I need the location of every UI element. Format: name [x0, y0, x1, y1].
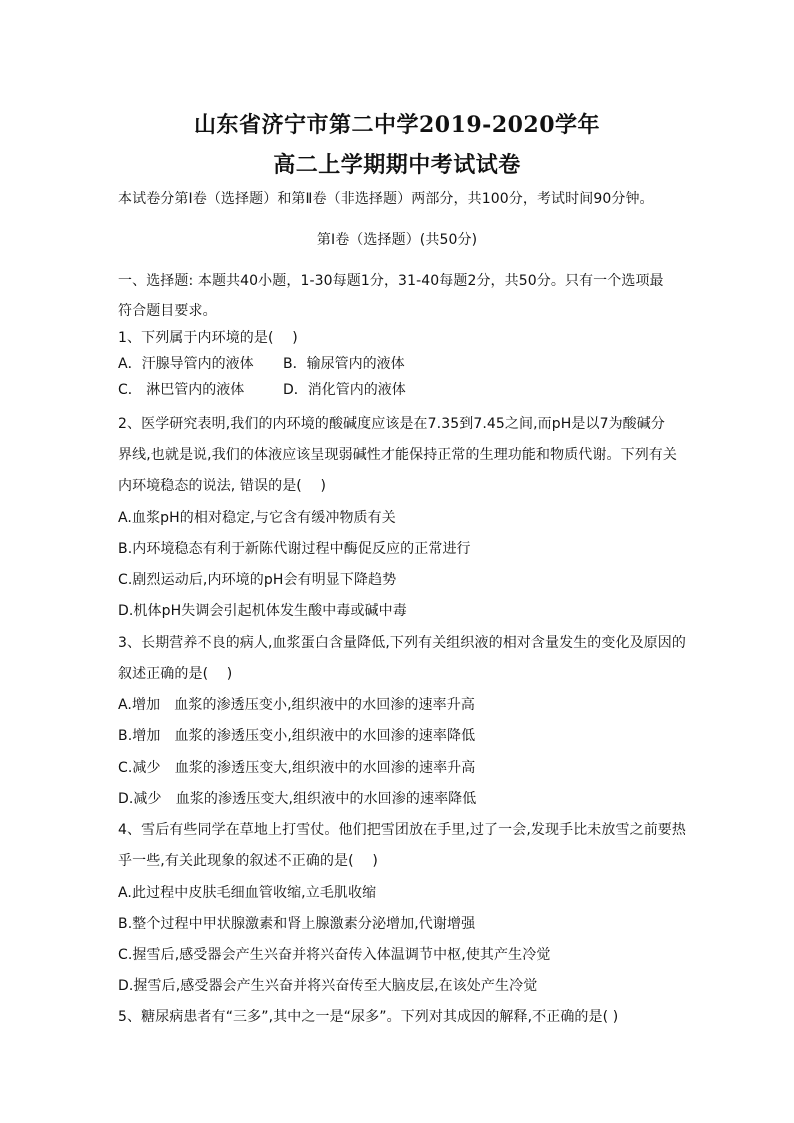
question-2-stem-line2: 界线,也就是说,我们的体液应该呈现弱碱性才能保持正常的生理功能和物质代谢。下列有关 — [118, 447, 677, 463]
question-4-option-c: C.握雪后,感受器会产生兴奋并将兴奋传入体温调节中枢,使其产生冷觉 — [118, 947, 551, 963]
question-4-option-d: D.握雪后,感受器会产生兴奋并将兴奋传至大脑皮层,在该处产生冷觉 — [118, 978, 538, 994]
question-2-stem-line3: 内环境稳态的说法, 错误的是( ) — [118, 478, 327, 494]
question-4-stem-line2: 乎一些,有关此现象的叙述不正确的是( ) — [118, 853, 378, 869]
question-1-option-a: A．汗腺导管内的液体 — [118, 356, 254, 372]
exam-title-line2: 高二上学期期中考试试卷 — [273, 152, 521, 178]
question-1-stem: 1、下列属于内环境的是( ) — [118, 330, 298, 346]
question-4-option-a: A.此过程中皮肤毛细血管收缩,立毛肌收缩 — [118, 885, 377, 901]
question-1-options-row1 — [118, 353, 405, 373]
question-3-option-a: A.增加 血浆的渗透压变小,组织液中的水回渗的速率升高 — [118, 697, 475, 713]
question-5-stem: 5、糖尿病患者有“三多”,其中之一是“尿多”。下列对其成因的解释,不正确的是( ) — [118, 1009, 619, 1025]
question-1-options-row2 — [118, 379, 406, 399]
question-3-stem-line1: 3、长期营养不良的病人,血浆蛋白含量降低,下列有关组织液的相对含量发生的变化及原因的 — [118, 635, 687, 651]
question-4-stem-line1: 4、雪后有些同学在草地上打雪仗。他们把雪团放在手里,过了一会,发现手比未放雪之前要热 — [118, 822, 687, 838]
question-3-option-c: C.减少 血浆的渗透压变大,组织液中的水回渗的速率升高 — [118, 760, 476, 776]
question-3-stem-line2: 叙述正确的是( ) — [118, 666, 233, 682]
section1-instruction-line1: 一、选择题: 本题共40小题，1-30每题1分，31-40每题2分，共50分。只有一个选项最 — [118, 273, 664, 289]
question-2-stem-line1: 2、医学研究表明,我们的内环境的酸碱度应该是在7.35到7.45之间,而pH是以7为酸碱分 — [118, 416, 665, 432]
part1-heading: 第Ⅰ卷（选择题）(共50分) — [316, 232, 478, 248]
question-2-option-a: A.血浆pH的相对稳定,与它含有缓冲物质有关 — [118, 510, 396, 526]
exam-title-line1: 山东省济宁市第二中学2019-2020学年 — [193, 112, 601, 138]
question-3-option-b: B.增加 血浆的渗透压变小,组织液中的水回渗的速率降低 — [118, 728, 476, 744]
exam-intro: 本试卷分第Ⅰ卷（选择题）和第Ⅱ卷（非选择题）两部分，共100分，考试时间90分钟。 — [118, 191, 654, 207]
question-2-option-d: D.机体pH失调会引起机体发生酸中毒或碱中毒 — [118, 603, 407, 619]
section1-instruction-line2: 符合题目要求。 — [118, 303, 217, 319]
question-3-option-d: D.减少 血浆的渗透压变大,组织液中的水回渗的速率降低 — [118, 791, 477, 807]
question-1-option-b: B．输尿管内的液体 — [283, 356, 405, 372]
question-4-option-b: B.整个过程中甲状腺激素和肾上腺激素分泌增加,代谢增强 — [118, 916, 476, 932]
question-2-option-b: B.内环境稳态有利于新陈代谢过程中酶促反应的正常进行 — [118, 541, 471, 557]
question-1-option-c: C． 淋巴管内的液体 — [118, 382, 245, 398]
question-2-option-c: C.剧烈运动后,内环境的pH会有明显下降趋势 — [118, 572, 397, 588]
question-1-option-d: D．消化管内的液体 — [283, 382, 406, 398]
